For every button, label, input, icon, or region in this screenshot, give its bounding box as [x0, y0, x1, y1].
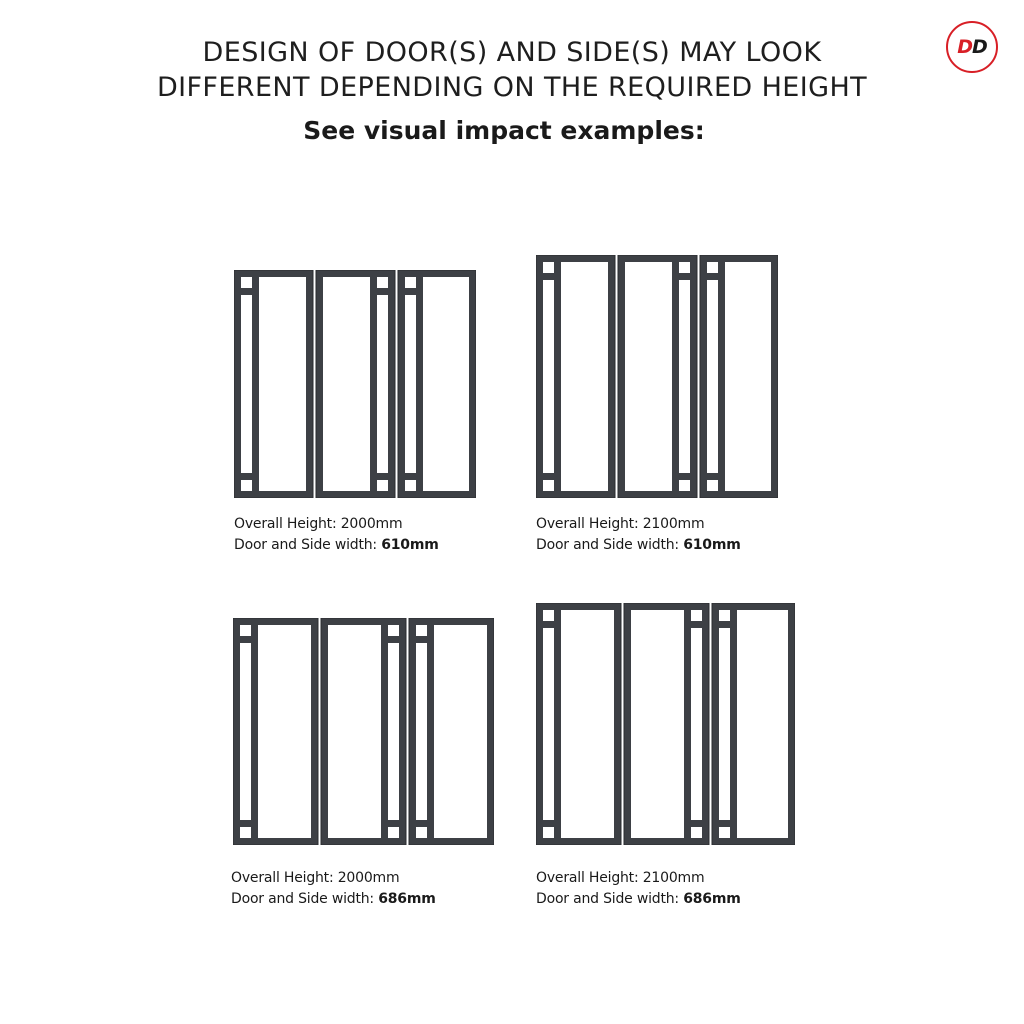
door-left-main-glass [561, 610, 614, 838]
side-panel-strip-glass [707, 280, 718, 473]
door-left-bottom-square-glass [543, 827, 554, 838]
caption-2000-686 [231, 868, 436, 910]
door-left-bottom-square-glass [240, 827, 251, 838]
door-left-strip-glass [543, 628, 554, 820]
overall-height-label: Overall Height: 2000mm [231, 870, 400, 886]
door-right-main-glass [328, 625, 381, 838]
overall-height-label: Overall Height: 2000mm [234, 516, 403, 532]
side-panel-bottom-square-glass [707, 480, 718, 491]
door-right-top-square-glass [679, 262, 690, 273]
side-panel-bottom-square-glass [405, 480, 416, 491]
door-set-2000-610 [234, 270, 476, 498]
caption-2000-610 [234, 514, 439, 556]
door-left-top-square-glass [543, 262, 554, 273]
door-right-strip-glass [388, 643, 399, 820]
door-right-top-square-glass [377, 277, 388, 288]
side-panel-strip-glass [405, 295, 416, 473]
door-right-strip-glass [377, 295, 388, 473]
width-label: Door and Side width: 686mm [536, 891, 741, 907]
side-panel-bottom-square-glass [719, 827, 730, 838]
door-right-bottom-square-glass [679, 480, 690, 491]
brand-logo [946, 21, 998, 73]
overall-height-label: Overall Height: 2100mm [536, 516, 705, 532]
door-left-top-square-glass [543, 610, 554, 621]
side-panel-strip-glass [416, 643, 427, 820]
width-value: 686mm [378, 891, 436, 907]
door-set-2100-686 [536, 603, 795, 845]
door-set-2000-686 [233, 618, 494, 845]
side-panel-strip-glass [719, 628, 730, 820]
heading-line-2: DIFFERENT DEPENDING ON THE REQUIRED HEIGHT [156, 72, 868, 103]
width-value: 610mm [381, 537, 439, 553]
heading-line-1: DESIGN OF DOOR(S) AND SIDE(S) MAY LOOK [202, 37, 822, 68]
door-right-main-glass [625, 262, 672, 491]
caption-2100-686 [536, 868, 741, 910]
door-right-main-glass [631, 610, 684, 838]
door-set-2100-610 [536, 255, 778, 498]
width-value: 686mm [683, 891, 741, 907]
door-left-main-glass [561, 262, 608, 491]
side-panel-top-square-glass [707, 262, 718, 273]
door-right-bottom-square-glass [377, 480, 388, 491]
door-left-top-square-glass [241, 277, 252, 288]
door-right-bottom-square-glass [691, 827, 702, 838]
door-right-main-glass [323, 277, 370, 491]
width-label: Door and Side width: 610mm [536, 537, 741, 553]
door-left-strip-glass [240, 643, 251, 820]
subtitle: See visual impact examples: [303, 116, 705, 145]
door-right-top-square-glass [388, 625, 399, 636]
door-left-strip-glass [543, 280, 554, 473]
width-value: 610mm [683, 537, 741, 553]
side-panel-top-square-glass [405, 277, 416, 288]
side-panel-main-glass [725, 262, 771, 491]
side-panel-main-glass [434, 625, 487, 838]
door-right-top-square-glass [691, 610, 702, 621]
door-left-bottom-square-glass [241, 480, 252, 491]
logo-text: DD [957, 36, 987, 58]
side-panel-bottom-square-glass [416, 827, 427, 838]
side-panel-top-square-glass [416, 625, 427, 636]
overall-height-label: Overall Height: 2100mm [536, 870, 705, 886]
door-left-main-glass [258, 625, 311, 838]
side-panel-top-square-glass [719, 610, 730, 621]
door-right-strip-glass [691, 628, 702, 820]
door-right-strip-glass [679, 280, 690, 473]
side-panel-main-glass [737, 610, 788, 838]
door-left-strip-glass [241, 295, 252, 473]
width-label: Door and Side width: 686mm [231, 891, 436, 907]
side-panel-main-glass [423, 277, 469, 491]
caption-2100-610 [536, 514, 741, 556]
width-label: Door and Side width: 610mm [234, 537, 439, 553]
door-left-main-glass [259, 277, 306, 491]
door-left-bottom-square-glass [543, 480, 554, 491]
door-right-bottom-square-glass [388, 827, 399, 838]
door-left-top-square-glass [240, 625, 251, 636]
